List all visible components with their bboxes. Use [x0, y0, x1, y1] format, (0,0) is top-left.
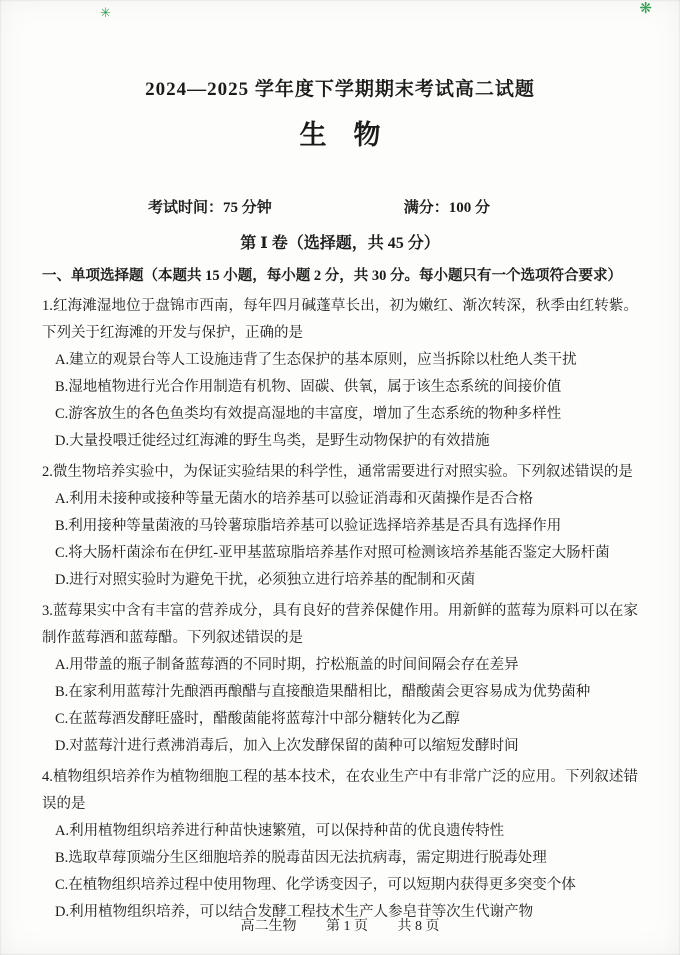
footer-total-pages: 共 8 页 [397, 919, 440, 934]
question-2-option-b: B.利用接种等量菌液的马铃薯琼脂培养基可以验证选择培养基是否具有选择作用 [55, 518, 562, 534]
question-3-stem: 3.蓝莓果实中含有丰富的营养成分，具有良好的营养保健作用。用新鲜的蓝莓为原料可以在家制作蓝莓酒和蓝莓醋。下列叙述错误的是 [42, 603, 638, 646]
question-1-option-a: A.建立的观景台等人工设施违背了生态保护的基本原则，应当拆除以杜绝人类干扰 [55, 352, 577, 368]
exam-info-row [42, 196, 638, 217]
question-1-stem: 1.红海滩湿地位于盘锦市西南，每年四月碱蓬草长出，初为嫩红、渐次转深，秋季由红转紫。下列关于红海滩的开发与保护，正确的是 [42, 298, 638, 341]
question-3-option-a: A.用带盖的瓶子制备蓝莓酒的不同时期，拧松瓶盖的时间间隔会存在差异 [55, 657, 519, 673]
question-1-option-c: C.游客放生的各色鱼类均有效提高湿地的丰富度，增加了生态系统的物种多样性 [55, 406, 562, 422]
question-2-stem: 2.微生物培养实验中，为保证实验结果的科学性，通常需要进行对照实验。下列叙述错误的是 [42, 464, 633, 480]
question-1-option-b: B.湿地植物进行光合作用制造有机物、固碳、供氧，属于该生态系统的间接价值 [55, 379, 562, 395]
question-1-option-d: D.大量投喂迁徙经过红海滩的野生鸟类，是野生动物保护的有效措施 [55, 433, 490, 449]
volume-header: 第 Ⅰ 卷（选择题，共 45 分） [240, 235, 440, 252]
footer-page-number: 第 1 页 [326, 919, 368, 934]
question-4-stem: 4.植物组织培养作为植物细胞工程的基本技术，在农业生产中有非常广泛的应用。下列叙述错误的是 [42, 769, 638, 812]
question-3-option-d: D.对蓝莓汁进行煮沸消毒后，加入上次发酵保留的菌种可以缩短发酵时间 [55, 738, 519, 754]
question-2-option-a: A.利用未接种或接种等量无菌水的培养基可以验证消毒和灭菌操作是否合格 [55, 491, 534, 507]
question-1 [42, 293, 638, 455]
question-4-option-c: C.在植物组织培养过程中使用物理、化学诱变因子，可以短期内获得更多突变个体 [55, 877, 576, 893]
page-footer [0, 915, 680, 935]
registration-mark-icon: ✳ [100, 5, 111, 20]
question-2-option-d: D.进行对照实验时为避免干扰，必须独立进行培养基的配制和灭菌 [55, 572, 476, 588]
registration-mark-icon: ❋ [639, 1, 652, 17]
full-score: 满分：100 分 [403, 200, 491, 216]
question-3 [42, 598, 638, 760]
question-4-option-b: B.选取草莓顶端分生区细胞培养的脱毒苗因无法抗病毒，需定期进行脱毒处理 [55, 850, 547, 866]
question-2 [42, 459, 638, 594]
question-4-option-d: D.利用植物组织培养，可以结合发酵工程技术生产人参皂苷等次生代谢产物 [55, 904, 534, 920]
exam-title: 2024—2025 学年度下学期期末考试高二试题 [145, 79, 535, 100]
question-2-option-c: C.将大肠杆菌涂布在伊红-亚甲基蓝琼脂培养基作对照可检测该培养基能否鉴定大肠杆菌 [55, 545, 610, 561]
footer-subject: 高二生物 [240, 919, 297, 934]
question-3-option-b: B.在家利用蓝莓汁先酿酒再酿醋与直接酿造果醋相比，醋酸菌会更容易成为优势菌种 [55, 684, 591, 700]
question-3-option-c: C.在蓝莓酒发酵旺盛时，醋酸菌能将蓝莓汁中部分糖转化为乙醇 [55, 711, 460, 727]
section-header: 一、单项选择题（本题共 15 小题，每小题 2 分，共 30 分。每小题只有一个选项符合要求） [42, 268, 622, 284]
question-4-option-a: A.利用植物组织培养进行种苗快速繁殖，可以保持种苗的优良遗传特性 [55, 823, 505, 839]
exam-duration: 考试时间：75 分钟 [148, 200, 272, 216]
question-4 [42, 764, 638, 926]
subject-title: 生 物 [299, 120, 381, 150]
